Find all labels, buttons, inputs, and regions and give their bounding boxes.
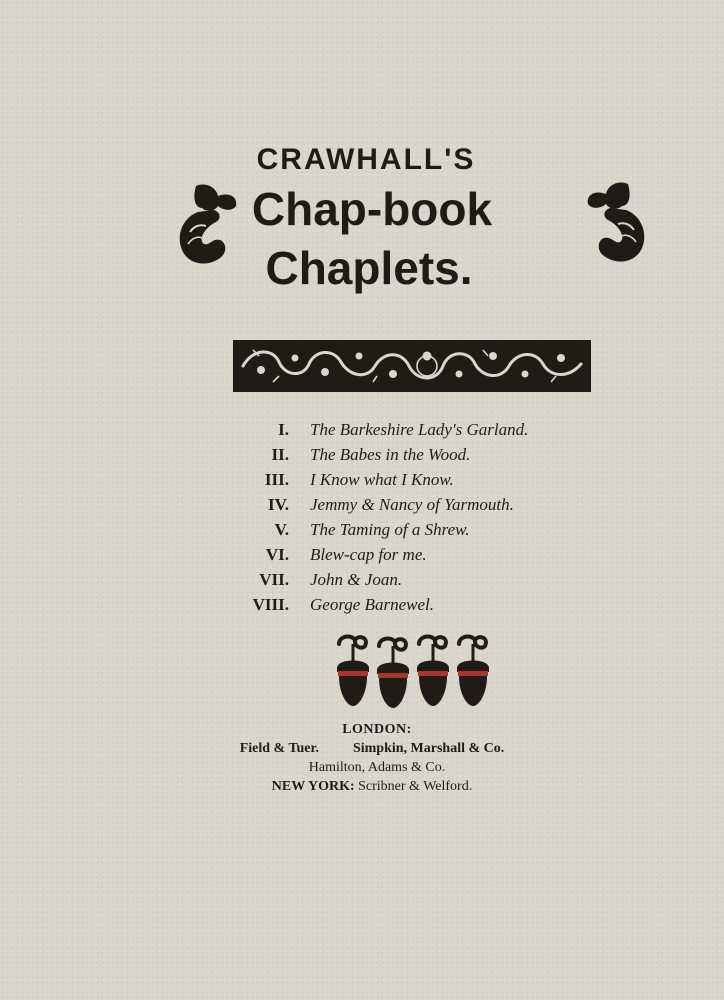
publisher-simpkin-marshall: Simpkin, Marshall & Co. xyxy=(352,741,505,756)
turnip-flourish-icon xyxy=(176,182,246,268)
imprint-city: LONDON: xyxy=(342,722,412,737)
list-title: Blew-cap for me. xyxy=(310,545,427,564)
list-title: George Barnewel. xyxy=(310,595,435,614)
list-numeral: III. xyxy=(264,470,289,489)
acorn-icon xyxy=(377,639,409,708)
list-numeral: I. xyxy=(278,420,289,439)
woodcut-vine-border xyxy=(233,340,591,392)
acorn-row xyxy=(333,632,493,712)
list-numeral: VIII. xyxy=(252,595,289,614)
title-line-1: CRAWHALL'S xyxy=(256,143,476,176)
imprint-ny-label: NEW YORK: xyxy=(271,779,355,794)
acorn-icon xyxy=(417,637,449,706)
list-numeral: V. xyxy=(274,520,289,539)
imprint-publishers-line xyxy=(20,739,724,758)
list-item xyxy=(0,443,724,467)
list-title: The Babes in the Wood. xyxy=(310,445,471,464)
publisher-scribner-welford: Scribner & Welford. xyxy=(358,779,473,794)
list-title: The Barkeshire Lady's Garland. xyxy=(310,420,529,439)
acorn-icon xyxy=(457,637,489,706)
turnip-flourish-icon xyxy=(578,180,648,266)
list-title: John & Joan. xyxy=(310,570,403,589)
imprint xyxy=(0,720,724,796)
list-item xyxy=(0,468,724,492)
list-numeral: IV. xyxy=(268,495,289,514)
list-title: The Taming of a Shrew. xyxy=(310,520,470,539)
list-item xyxy=(0,418,724,442)
list-numeral: VI. xyxy=(265,545,289,564)
title-line-2: Chap-book xyxy=(251,183,493,235)
list-item xyxy=(0,593,724,617)
publisher-hamilton-adams: Hamilton, Adams & Co. xyxy=(308,760,446,775)
title-line-3: Chaplets. xyxy=(265,242,473,294)
acorn-icon xyxy=(337,637,369,706)
list-title: Jemmy & Nancy of Yarmouth. xyxy=(310,495,514,514)
list-numeral: VII. xyxy=(259,570,289,589)
list-item xyxy=(0,543,724,567)
list-item xyxy=(0,518,724,542)
list-title: I Know what I Know. xyxy=(310,470,454,489)
publisher-field-tuer: Field & Tuer. xyxy=(239,741,319,756)
list-item xyxy=(0,568,724,592)
list-item xyxy=(0,493,724,517)
imprint-new-york-line xyxy=(20,777,724,796)
list-numeral: II. xyxy=(271,445,289,464)
